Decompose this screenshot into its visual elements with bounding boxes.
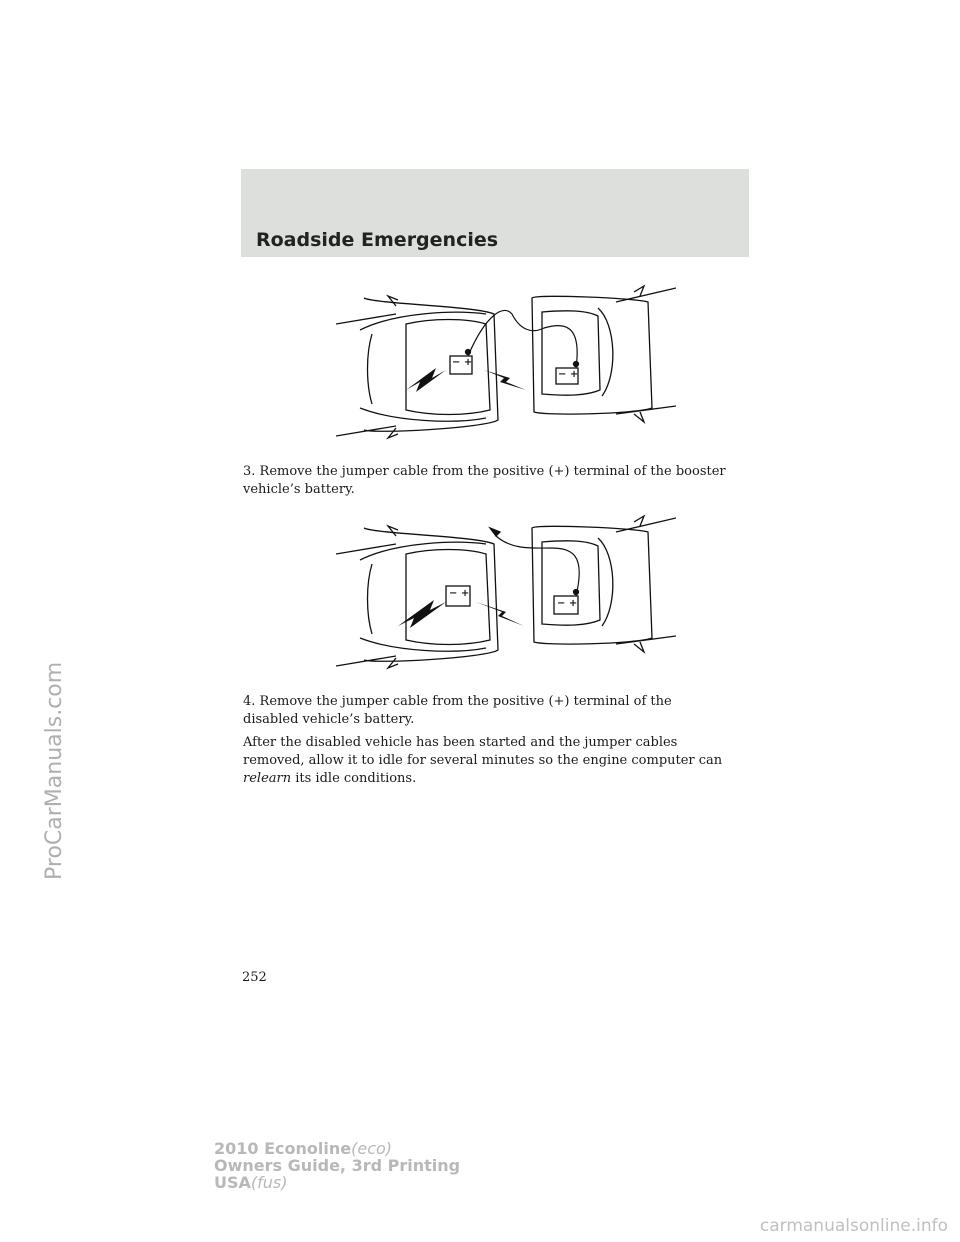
jumper-diagram-connected — [336, 284, 676, 444]
footer-line-1 — [214, 1140, 460, 1157]
battery-symbol: − + — [452, 357, 473, 368]
footer-model: 2010 Econoline — [214, 1139, 352, 1158]
jumper-diagram-removed — [336, 514, 676, 674]
footer-printing: Owners Guide, 3rd Printing — [214, 1156, 461, 1175]
step-4-text: 4. Remove the jumper cable from the positive (+) terminal of the disabled vehicle’s battery. — [243, 694, 672, 727]
battery-symbol: − + — [558, 369, 579, 380]
side-watermark — [0, 0, 67, 1242]
document-footer — [214, 1140, 460, 1191]
page-number: 252 — [242, 970, 267, 985]
side-watermark-text: ProCarManuals.com — [42, 661, 67, 880]
battery-symbol: − + — [449, 588, 470, 599]
disabled-vehicle-illustration — [336, 296, 498, 438]
page-title: Roadside Emergencies — [256, 229, 499, 251]
battery-symbol: − + — [557, 598, 578, 609]
after-text-part1: After the disabled vehicle has been started and the jumper cables removed, allow it to idle for several minutes so the engine computer can — [243, 735, 723, 768]
footer-line-3 — [214, 1174, 460, 1191]
footer-line-2 — [214, 1157, 460, 1174]
booster-vehicle-illustration — [532, 516, 676, 652]
after-text-part2: its idle conditions. — [291, 771, 417, 786]
footer-market: USA — [214, 1173, 251, 1192]
bottom-watermark: carmanualsonline.info — [759, 1216, 948, 1236]
after-start-text — [243, 734, 753, 788]
booster-vehicle-illustration — [532, 286, 676, 422]
relearn-emphasis: relearn — [243, 771, 292, 786]
step-3-text: 3. Remove the jumper cable from the positive (+) terminal of the booster vehicle’s battery. — [243, 464, 726, 497]
footer-market-code: (fus) — [250, 1173, 288, 1192]
disabled-vehicle-illustration — [336, 526, 498, 668]
footer-model-code: (eco) — [351, 1139, 393, 1158]
